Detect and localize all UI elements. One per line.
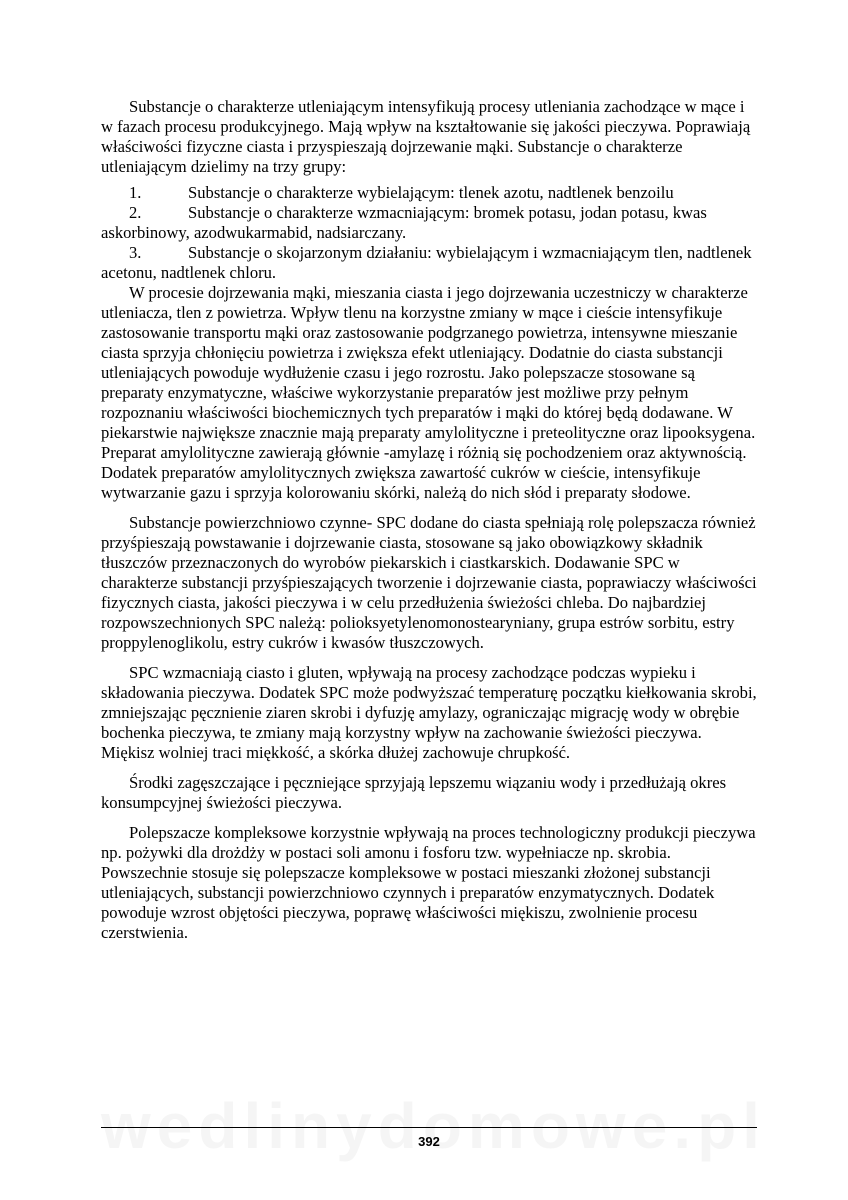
body-text — [101, 97, 757, 943]
paragraph-oxidizers: Substancje o charakterze utleniającym intensyfikują procesy utleniania zachodzące w mące i w fazach procesu produkcyjnego. Mają wpływ na kształtowanie się jakości pieczywa. Poprawiają właściwości fizyczne ciasta i przyspieszają dojrzewanie mąki. Substancje o charakterze utleniającym dzielimy na trzy grupy: — [101, 97, 751, 176]
page-number: 392 — [418, 1134, 440, 1149]
footer-divider — [101, 1127, 757, 1128]
oxidizer-groups-list — [101, 183, 757, 283]
paragraph-surfactants: Substancje powierzchniowo czynne- SPC dodane do ciasta spełniają rolę polepszacza również przyśpieszają powstawanie i dojrzewanie ciasta, stosowane są jako obowiązkowy składnik tłuszczów przeznaczonych do wyrobów piekarskich i ciastkarskich. Dodawanie SPC w charakterze substancji przyśpieszających tworzenie i dojrzewanie ciasta, poprawiaczy właściwości fizycznych ciasta, jakości pieczywa i w celu przedłużenia świeżości chleba. Do najbardziej rozpowszechnionych SPC należą: polioksyetylenomonostearyniany, grupa estrów sorbitu, estry proppylenoglikolu, estry cukrów i kwasów tłuszczowych. — [101, 513, 757, 652]
list-item — [101, 243, 757, 283]
list-item — [101, 183, 757, 203]
list-item-text: Substancje o skojarzonym działaniu: wybielającym i wzmacniającym tlen, nadtlenek acetonu, nadtlenek chloru. — [101, 243, 752, 282]
list-item-number: 1. — [129, 183, 142, 202]
list-item-text: Substancje o charakterze wybielającym: tlenek azotu, nadtlenek benzoilu — [188, 183, 674, 202]
paragraph-flour-maturation: W procesie dojrzewania mąki, mieszania ciasta i jego dojrzewania uczestniczy w charakterze utleniacza, tlen z powietrza. Wpływ tlenu na korzystne zmiany w mące i cieście intensyfikuje zastosowanie transportu mąki oraz zastosowanie podgrzanego powietrza, intensywne mieszanie ciasta sprzyja chłonięciu powietrza i zwiększa efekt utleniający. Dodatnie do ciasta substancji utleniających powoduje wydłużenie czasu i jego rozrostu. Jako polepszacze stosowane są preparaty enzymatyczne, właściwe wykorzystanie preparatów jest możliwe przy pełnym rozpoznaniu właściwości biochemicznych tych preparatów i mąki do której będą dodawane. W piekarstwie największe znacznie mają preparaty amylolityczne i preteolityczne oraz lipooksygena. Preparat amylolityczne zawierają głównie -amylazę i różnią się pochodzeniem oraz aktywnością. Dodatek preparatów amylolitycznych zwiększa zawartość cukrów w cieście, intensyfikuje wytwarzanie gazu i sprzyja kolorowaniu skórki, należą do nich słód i preparaty słodowe. — [101, 283, 756, 502]
list-item-text: Substancje o charakterze wzmacniającym: bromek potasu, jodan potasu, kwas askorbinowy, azodwukarmabid, nadsiarczany. — [101, 203, 707, 242]
paragraph-spc-effects: SPC wzmacniają ciasto i gluten, wpływają na procesy zachodzące podczas wypieku i składowania pieczywa. Dodatek SPC może podwyższać temperaturę początku kiełkowania skrobi, zmniejszając pęcznienie ziaren skrobi i dyfuzję amylazy, ograniczając migrację wody w obrębie bochenka pieczywa, te zmiany mają korzystny wpływ na zachowanie świeżości pieczywa. Miękisz wolniej traci miękkość, a skórka dłużej zachowuje chrupkość. — [101, 663, 757, 762]
list-item-number: 3. — [129, 243, 142, 262]
paragraph-complex-improvers: Polepszacze kompleksowe korzystnie wpływają na proces technologiczny produkcji pieczywa np. pożywki dla drożdży w postaci soli amonu i fosforu tzw. wypełniacze np. skrobia. Powszechnie stosuje się polepszacze kompleksowe w postaci mieszanki złożonej substancji utleniających, substancji powierzchniowo czynnych i preparatów enzymatycznych. Dodatek powoduje wzrost objętości pieczywa, poprawę właściwości miękiszu, zwolnienie procesu czerstwienia. — [101, 823, 756, 942]
list-item — [101, 203, 757, 243]
list-item-number: 2. — [129, 203, 142, 222]
paragraph-thickeners: Środki zagęszczające i pęczniejące sprzyjają lepszemu wiązaniu wody i przedłużają okres konsumpcyjnej świeżości pieczywa. — [101, 773, 727, 812]
watermark — [101, 1090, 757, 1162]
